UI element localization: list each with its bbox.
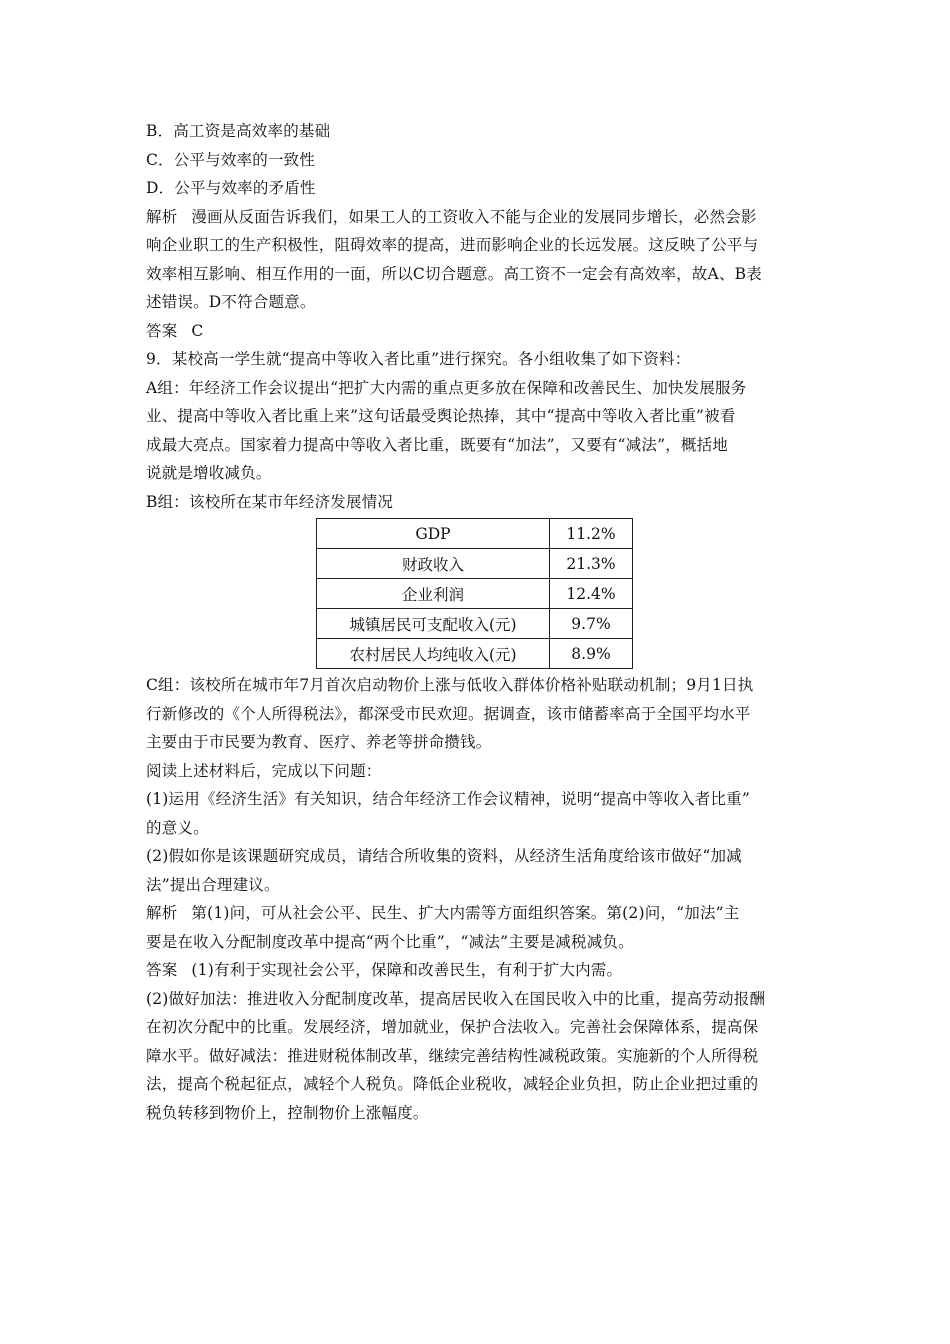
table-cell-label: 农村居民人均纯收入(元) bbox=[317, 639, 550, 669]
group-c-line: 主要由于市民要为教育、医疗、养老等拼命攒钱。 bbox=[146, 733, 492, 751]
option-b: B．高工资是高效率的基础 bbox=[146, 122, 331, 140]
group-a-line: 说就是增收减负。 bbox=[146, 464, 272, 482]
table-cell-value: 8.9% bbox=[550, 639, 633, 669]
q8-answer: C bbox=[191, 321, 204, 340]
q9-analysis-label: 解析 bbox=[146, 904, 178, 922]
sub-question-1: 的意义。 bbox=[146, 818, 209, 837]
q9-analysis-line bbox=[146, 899, 810, 928]
group-c-line: 行新修改的《个人所得税法》，都深受市民欢迎。据调查，该市储蓄率高于全国平均水平 bbox=[146, 704, 751, 723]
table-row bbox=[317, 549, 633, 579]
q9-analysis-line: 要是在收入分配制度改革中提高“两个比重”，“减法”主要是减税减负。 bbox=[146, 932, 634, 951]
table-row bbox=[317, 579, 633, 609]
table-cell-label: 企业利润 bbox=[317, 579, 550, 609]
q8-analysis-text: 漫画从反面告诉我们，如果工人的工资收入不能与企业的发展同步增长，必然会影 bbox=[191, 207, 757, 226]
q9-answer-line: 法，提高个税起征点，减轻个人税负。降低企业税收，减轻企业负担，防止企业把过重的 bbox=[146, 1075, 759, 1093]
q8-analysis-line: 响企业职工的生产积极性，阻碍效率的提高，进而影响企业的长远发展。这反映了公平与 bbox=[146, 236, 759, 254]
option-c: C．公平与效率的一致性 bbox=[146, 150, 316, 169]
sub-question-1: (1)运用《经济生活》有关知识，结合年经济工作会议精神，说明“提高中等收入者比重” bbox=[146, 790, 751, 808]
q9-answer-label: 答案 bbox=[146, 961, 178, 979]
table-row bbox=[317, 639, 633, 669]
q8-answer-label: 答案 bbox=[146, 321, 178, 340]
table-row bbox=[317, 519, 633, 549]
q9-answer-line: 障水平。做好减法：推进财税体制改革，继续完善结构性减税政策。实施新的个人所得税 bbox=[146, 1046, 759, 1065]
q8-analysis-line bbox=[146, 203, 810, 232]
q9-answer-text: (1)有利于实现社会公平，保障和改善民生，有利于扩大内需。 bbox=[191, 961, 623, 979]
table-cell-value: 11.2% bbox=[550, 519, 633, 549]
sub-question-2: 法”提出合理建议。 bbox=[146, 875, 280, 894]
economic-data-table bbox=[316, 518, 633, 669]
table-cell-value: 9.7% bbox=[550, 609, 633, 639]
document-page bbox=[146, 117, 810, 1127]
table-cell-label: GDP bbox=[317, 519, 550, 549]
q9-answer-line: 税负转移到物价上，控制物价上涨幅度。 bbox=[146, 1103, 429, 1122]
table-cell-value: 21.3% bbox=[550, 549, 633, 579]
q8-analysis-line: 效率相互影响、相互作用的一面，所以C切合题意。高工资不一定会有高效率，故A、B表 bbox=[146, 264, 762, 283]
sub-question-2: (2)假如你是该课题研究成员，请结合所收集的资料，从经济生活角度给该市做好“加减 bbox=[146, 847, 742, 865]
q8-analysis-line: 述错误。D不符合题意。 bbox=[146, 293, 316, 311]
read-instruction: 阅读上述材料后，完成以下问题： bbox=[146, 761, 382, 780]
option-d: D．公平与效率的矛盾性 bbox=[146, 179, 316, 197]
table-cell-label: 财政收入 bbox=[317, 549, 550, 579]
q8-answer-line bbox=[146, 317, 810, 346]
group-a-line: A组：年经济工作会议提出“把扩大内需的重点更多放在保障和改善民生、加快发展服务 bbox=[146, 378, 747, 397]
q9-answer-line: (2)做好加法：推进收入分配制度改革，提高居民收入在国民收入中的比重，提高劳动报酬 bbox=[146, 989, 766, 1008]
q9-answer-line bbox=[146, 956, 810, 985]
table-cell-value: 12.4% bbox=[550, 579, 633, 609]
group-b-title: B组：该校所在某市年经济发展情况 bbox=[146, 492, 394, 511]
table-row bbox=[317, 609, 633, 639]
group-a-line: 成最大亮点。国家着力提高中等收入者比重，既要有“加法”，又要有“减法”，概括地 bbox=[146, 435, 728, 454]
q9-stem: 9．某校高一学生就“提高中等收入者比重”进行探究。各小组收集了如下资料： bbox=[146, 350, 691, 368]
q9-answer-line: 在初次分配中的比重。发展经济，增加就业，保护合法收入。完善社会保障体系，提高保 bbox=[146, 1018, 759, 1036]
group-a-line: 业、提高中等收入者比重上来”这句话最受舆论热捧，其中“提高中等收入者比重”被看 bbox=[146, 407, 736, 425]
group-c-line: C组：该校所在城市年7月首次启动物价上涨与低收入群体价格补贴联动机制；9月1日执 bbox=[146, 676, 754, 694]
table-cell-label: 城镇居民可支配收入(元) bbox=[317, 609, 550, 639]
q9-analysis-text: 第(1)问，可从社会公平、民生、扩大内需等方面组织答案。第(2)问，“加法”主 bbox=[191, 904, 740, 922]
q8-analysis-label: 解析 bbox=[146, 207, 178, 226]
